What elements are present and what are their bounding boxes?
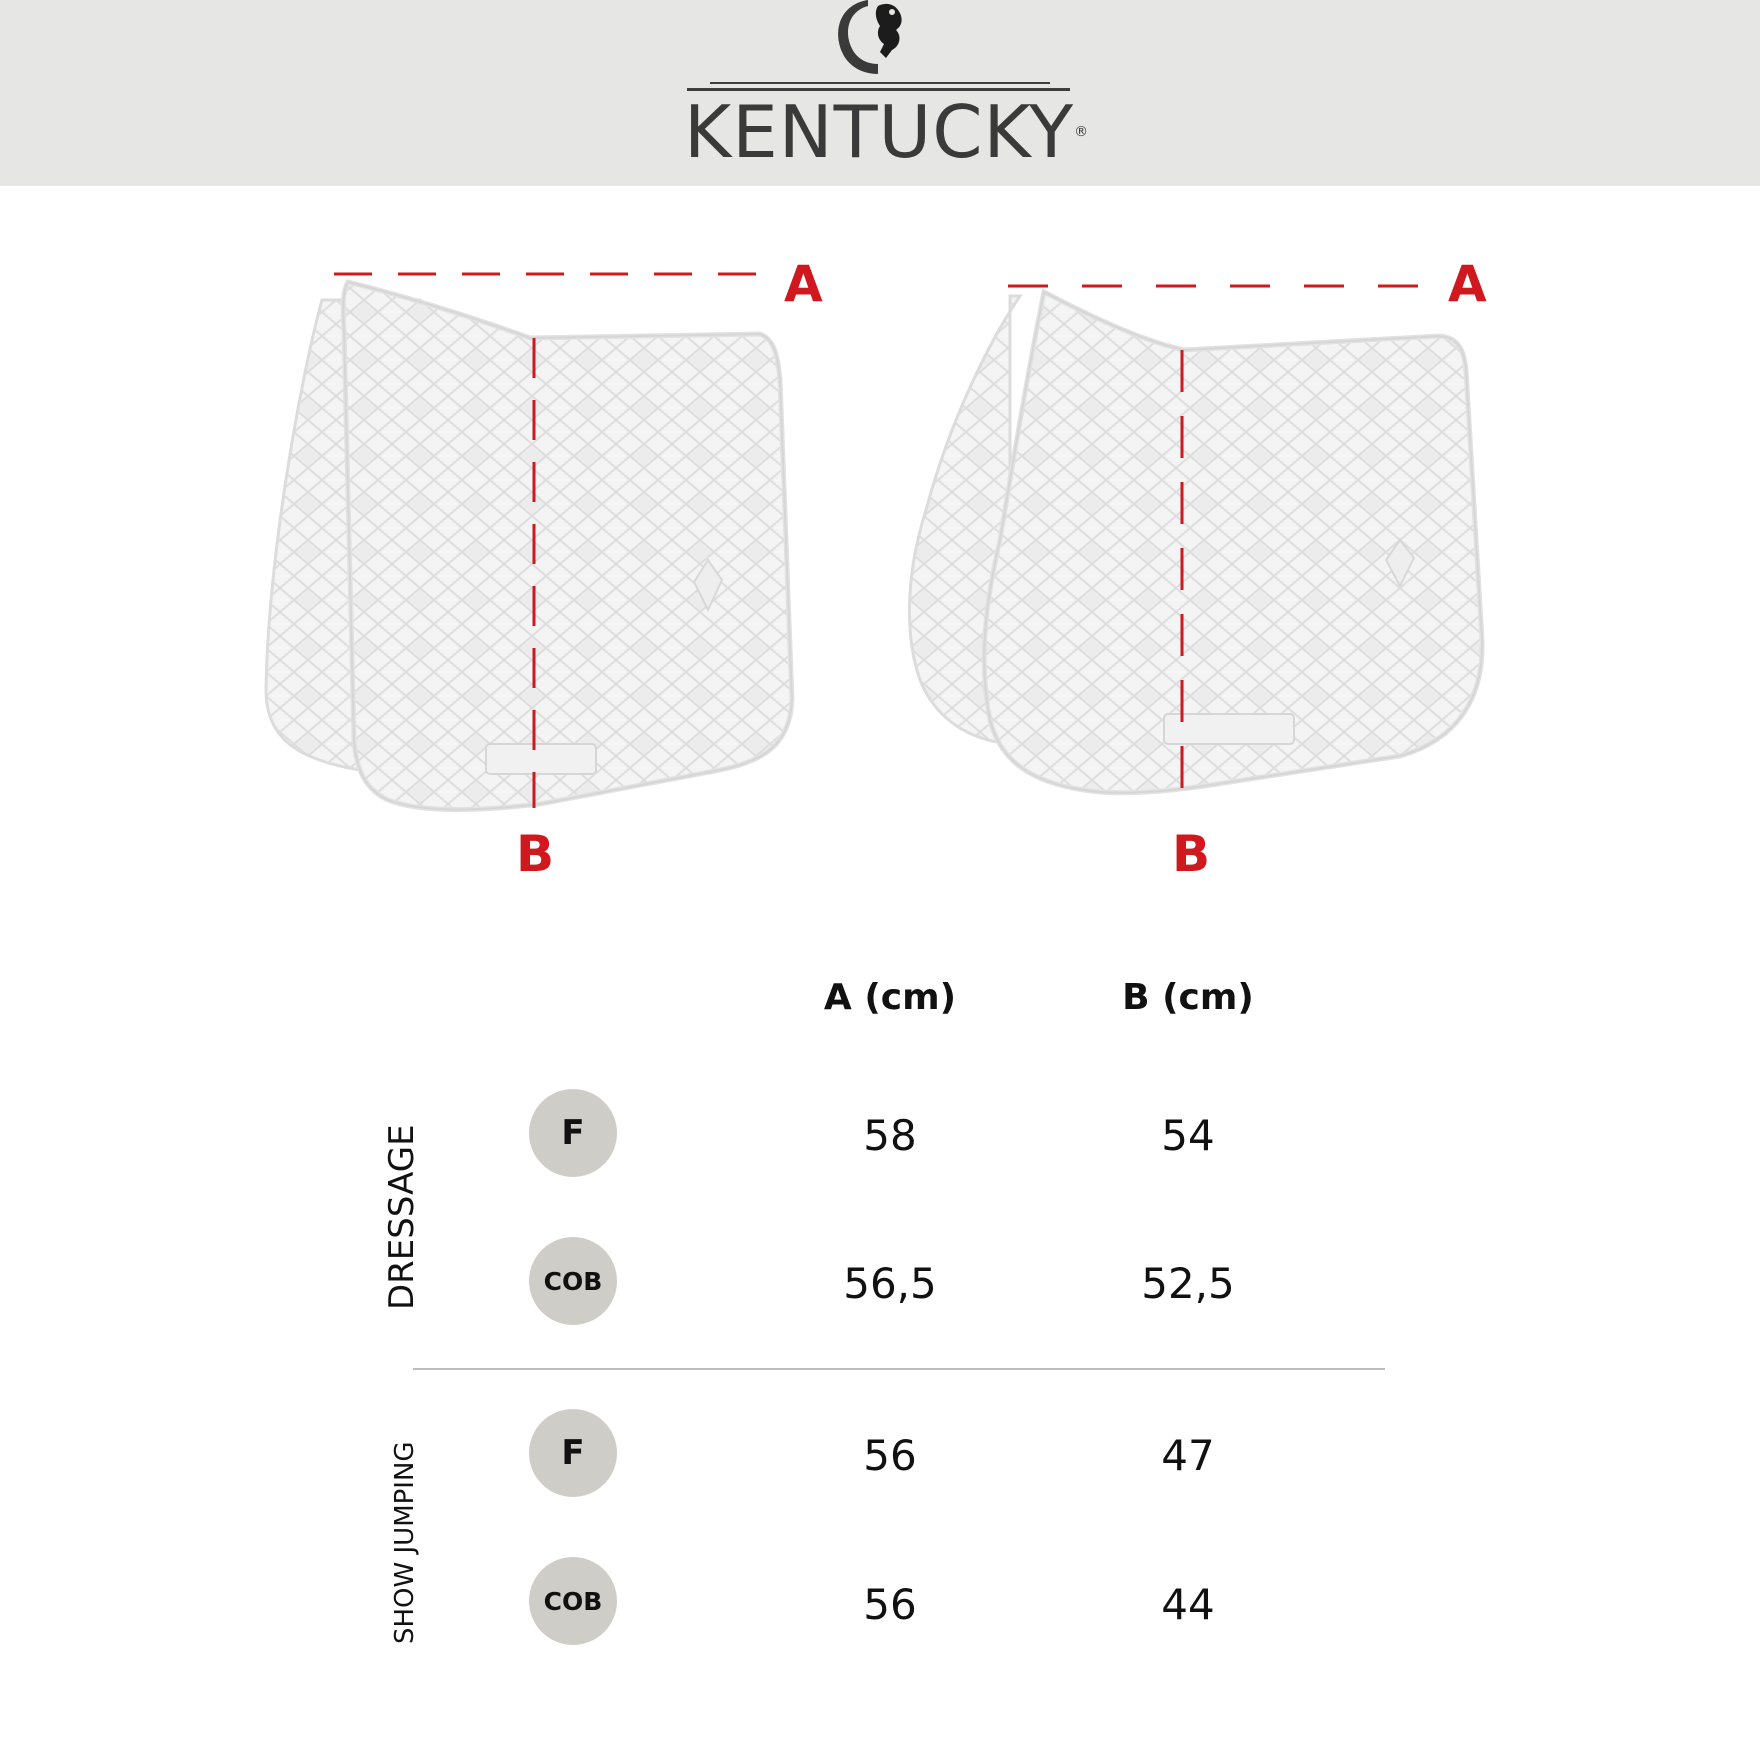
size-badge-show-jumping-cob: COB [529,1557,617,1645]
dressage-cob-a: 56,5 [843,1259,937,1308]
horse-emblem-icon [820,0,920,80]
size-badge-dressage-f: F [529,1089,617,1177]
dressage-marker-b: B [516,825,555,883]
dressage-pad [266,274,792,810]
size-badge-dressage-cob: COB [529,1237,617,1325]
saddle-pad-diagram [0,186,1760,906]
size-badge-show-jumping-f: F [529,1409,617,1497]
brand-name: KENTUCKY [684,90,1075,174]
show-jumping-cob-a: 56 [863,1580,917,1629]
show-jumping-pad [909,286,1482,793]
column-header-b: B (cm) [1122,977,1254,1018]
show-jumping-cob-b: 44 [1161,1580,1215,1629]
dressage-cob-b: 52,5 [1141,1259,1235,1308]
pad-illustrations [0,186,1760,906]
brand-rule-top [710,82,1050,84]
dressage-marker-a: A [784,255,823,313]
group-divider [413,1368,1385,1370]
brand-wordmark [684,90,1090,174]
show-jumping-f-b: 47 [1161,1431,1215,1480]
show-jumping-f-a: 56 [863,1431,917,1480]
show-jumping-marker-a: A [1448,255,1487,313]
brand-header [0,0,1760,186]
column-header-a: A (cm) [823,977,957,1018]
show-jumping-marker-b: B [1172,825,1211,883]
dressage-f-b: 54 [1161,1111,1215,1160]
dressage-f-a: 58 [863,1111,917,1160]
registered-mark: ® [1074,124,1090,140]
